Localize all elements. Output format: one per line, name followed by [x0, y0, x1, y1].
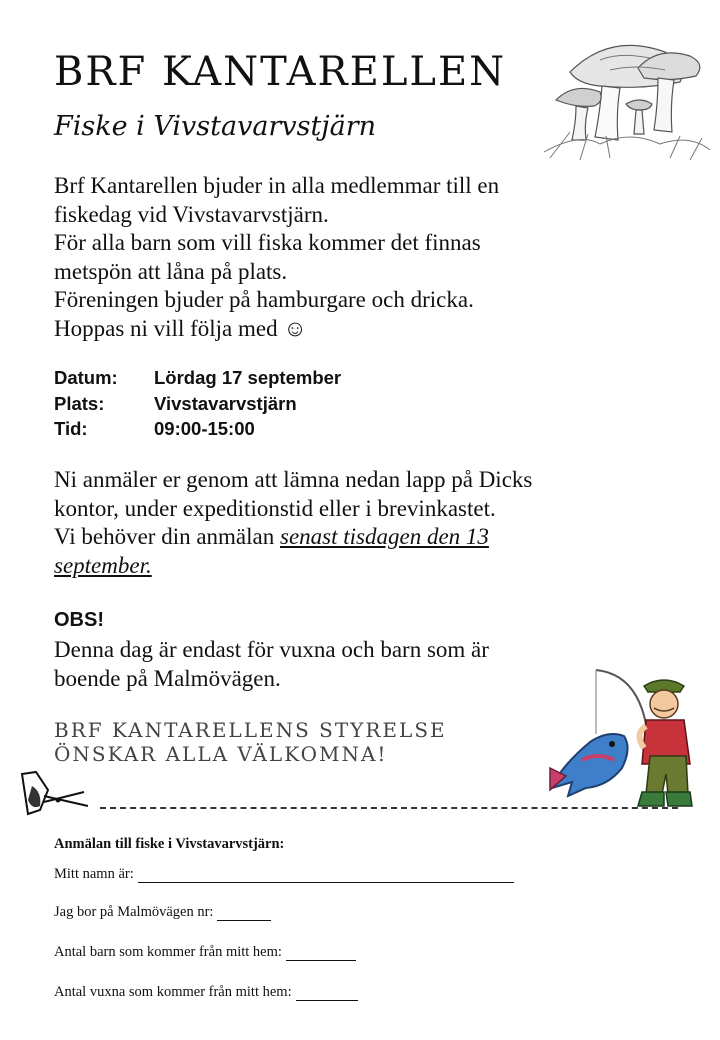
detail-row-date: [54, 365, 341, 391]
address-number-field[interactable]: [217, 906, 271, 921]
children-count-field[interactable]: [286, 946, 356, 961]
detail-label: Datum:: [54, 367, 118, 388]
detail-label: Plats:: [54, 392, 105, 414]
intro-line: fiskedag vid Vivstavarvstjärn.: [54, 201, 329, 227]
form-row-name: [54, 866, 514, 883]
detail-label: Tid:: [54, 418, 88, 439]
registration-prefix: Vi behöver din anmälan: [54, 524, 280, 549]
welcome-message: [54, 718, 447, 766]
intro-line: För alla barn som vill fiska kommer det finnas: [54, 230, 481, 255]
scissors-icon: [18, 770, 90, 820]
name-field[interactable]: [138, 868, 514, 883]
detail-value: Vivstavarvstjärn: [154, 392, 297, 414]
form-row-children: [54, 944, 356, 961]
mushroom-illustration: [540, 12, 712, 162]
form-row-address: [54, 904, 271, 921]
page-title: BRF KANTARELLEN: [54, 49, 507, 95]
deadline-text: september.: [54, 552, 152, 578]
registration-line: Ni anmäler er genom att lämna nedan lapp på Dicks: [54, 467, 533, 492]
adults-label: Antal vuxna som kommer från mitt hem:: [54, 984, 292, 1000]
registration-line: [54, 523, 674, 552]
cut-line: [100, 807, 678, 809]
intro-text: [54, 172, 654, 343]
name-label: Mitt namn är:: [54, 866, 134, 882]
detail-row-time: [54, 416, 341, 442]
deadline-text: senast tisdagen den 13: [280, 524, 489, 549]
fisherman-illustration: [546, 664, 696, 812]
registration-text: [54, 466, 674, 580]
detail-row-place: [54, 391, 341, 417]
detail-value: Lördag 17 september: [154, 367, 342, 388]
address-label: Jag bor på Malmövägen nr:: [54, 904, 214, 920]
intro-line: Hoppas ni vill följa med ☺: [54, 315, 307, 341]
form-title: Anmälan till fiske i Vivstavarvstjärn:: [54, 836, 285, 852]
obs-line: boende på Malmövägen.: [54, 665, 281, 691]
form-row-adults: [54, 984, 358, 1001]
welcome-line: BRF KANTARELLENS STYRELSE: [54, 718, 447, 742]
event-details: [54, 365, 341, 442]
page-subtitle: Fiske i Vivstavarvstjärn: [54, 111, 377, 142]
adults-count-field[interactable]: [296, 986, 358, 1001]
welcome-line: ÖNSKAR ALLA VÄLKOMNA!: [54, 742, 388, 766]
obs-heading: OBS!: [54, 609, 104, 631]
registration-line: kontor, under expeditionstid eller i brevinkastet.: [54, 495, 496, 521]
intro-line: Brf Kantarellen bjuder in alla medlemmar till en: [54, 173, 500, 198]
registration-line: [54, 552, 674, 581]
detail-value: 09:00-15:00: [154, 418, 255, 439]
children-label: Antal barn som kommer från mitt hem:: [54, 944, 282, 960]
intro-line: metspön att låna på plats.: [54, 258, 288, 284]
intro-line: Föreningen bjuder på hamburgare och dricka.: [54, 287, 474, 312]
obs-line: Denna dag är endast för vuxna och barn som är: [54, 637, 489, 662]
